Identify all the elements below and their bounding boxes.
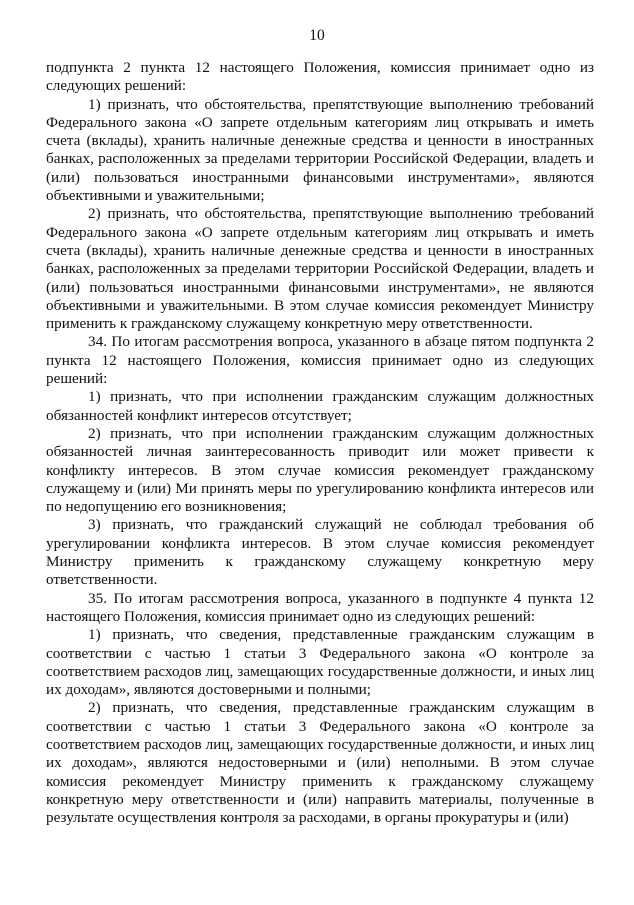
paragraph-continuation: подпункта 2 пункта 12 настоящего Положения, комиссия принимает одно из следующих решений:	[46, 59, 594, 95]
paragraph-33-item-1: 1) признать, что обстоятельства, препятствующие выполнению требований Федерального закона «О запрете отдельным категориям лиц открывать и иметь счета (вклады), хранить наличные денежные средства и ценности в иностранных банках, расположенных за пределами территории Российской Федерации, владеть и (или) пользоваться иностранными финансовыми инструментами», являются объективными и уважительными;	[46, 95, 594, 205]
paragraph-34-item-3: 3) признать, что гражданский служащий не соблюдал требования об урегулировании конфликта интересов. В этом случае комиссия рекомендует Министру применить к гражданскому служащему конкретную меру ответственности.	[46, 516, 594, 589]
document-body	[46, 59, 594, 827]
page-number: 10	[309, 27, 325, 44]
paragraph-34: 34. По итогам рассмотрения вопроса, указанного в абзаце пятом подпункта 2 пункта 12 настоящего Положения, комиссия принимает одно из следующих решений:	[46, 333, 594, 388]
paragraph-34-item-2: 2) признать, что при исполнении гражданским служащим должностных обязанностей личная заинтересованность приводит или может привести к конфликту интересов. В этом случае комиссия рекомендует гражданскому служащему и (или) Ми принять меры по урегулированию конфликта интересов или по недопущению его возникновения;	[46, 424, 594, 516]
paragraph-35: 35. По итогам рассмотрения вопроса, указанного в подпункте 4 пункта 12 настоящего Положения, комиссия принимает одно из следующих решений:	[46, 589, 594, 625]
paragraph-35-item-1: 1) признать, что сведения, представленные гражданским служащим в соответствии с частью 1 статьи 3 Федерального закона «О контроле за соответствием расходов лиц, замещающих государственные должности, и иных лиц их доходам», являются достоверными и полными;	[46, 626, 594, 699]
paragraph-34-item-1: 1) признать, что при исполнении гражданским служащим должностных обязанностей конфликт интересов отсутствует;	[46, 388, 594, 424]
paragraph-33-item-2: 2) признать, что обстоятельства, препятствующие выполнению требований Федерального закона «О запрете отдельным категориям лиц открывать и иметь счета (вклады), хранить наличные денежные средства и ценности в иностранных банках, расположенных за пределами территории Российской Федерации, владеть и (или) пользоваться иностранными финансовыми инструментами», не являются объективными и уважительными. В этом случае комиссия рекомендует Министру применить к гражданскому служащему конкретную меру ответственности.	[46, 205, 594, 333]
paragraph-35-item-2: 2) признать, что сведения, представленные гражданским служащим в соответствии с частью 1 статьи 3 Федерального закона «О контроле за соответствием расходов лиц, замещающих государственные должности, и иных лиц их доходам», являются недостоверными и (или) неполными. В этом случае комиссия рекомендует Министру применить к гражданскому служащему конкретную меру ответственности и (или) направить материалы, полученные в результате осуществления контроля за расходами, в органы прокуратуры и (или)	[46, 699, 594, 827]
